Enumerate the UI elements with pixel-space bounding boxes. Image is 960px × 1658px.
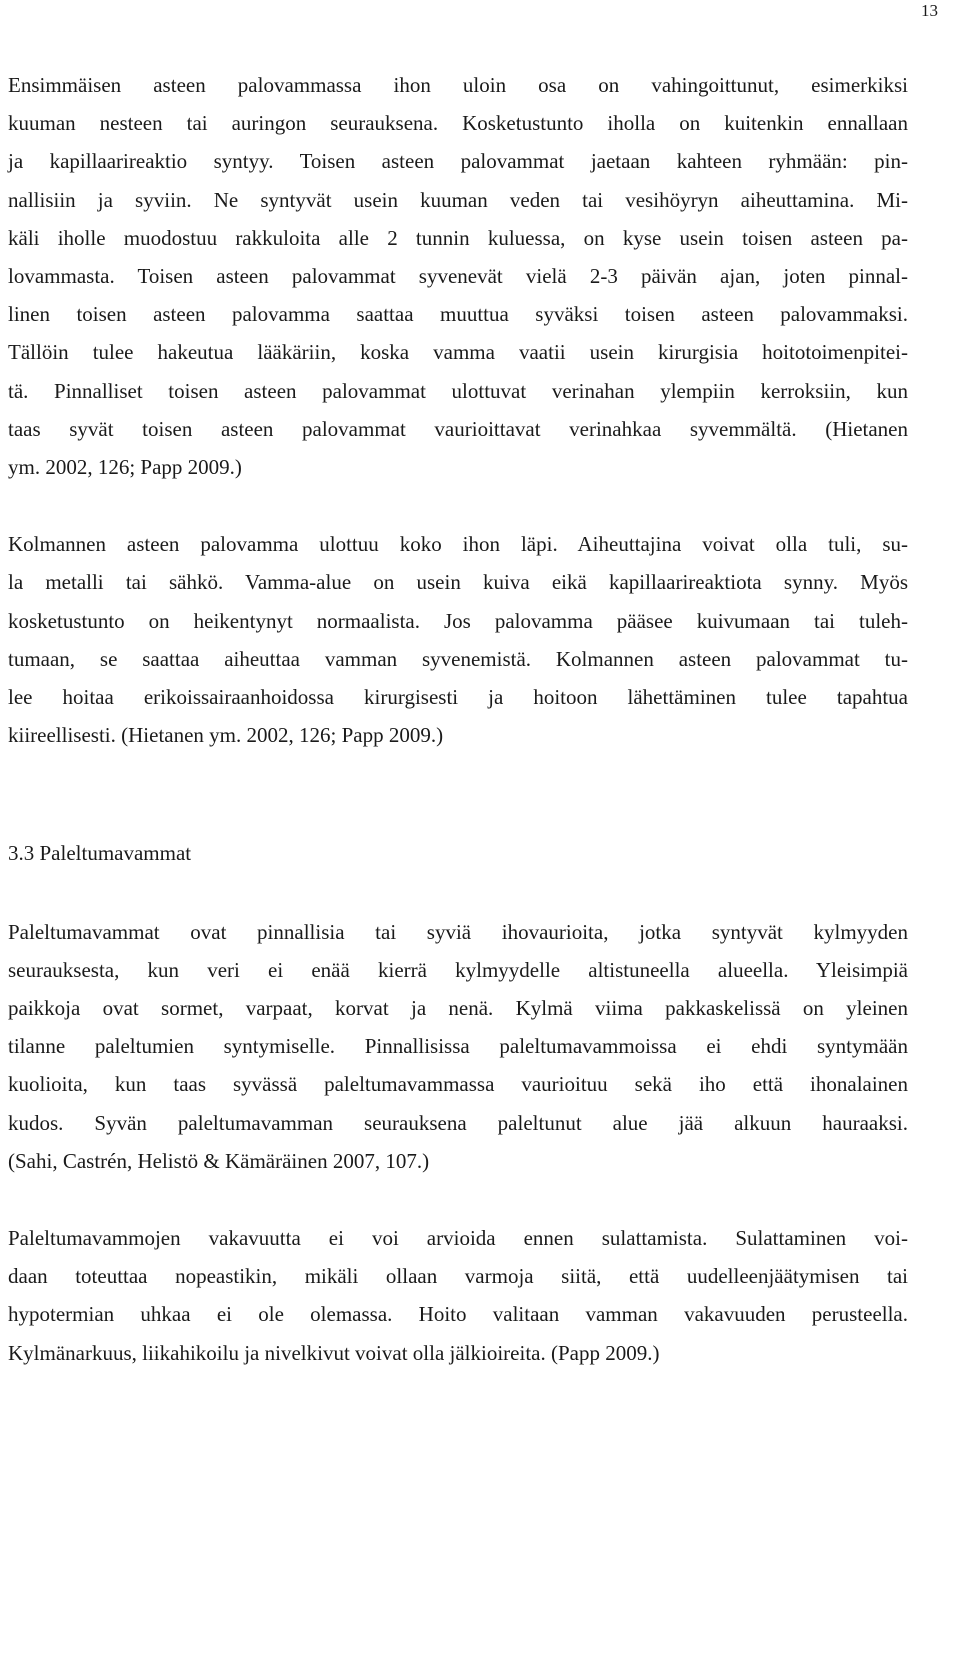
section-spacer bbox=[8, 754, 908, 834]
paragraph-spacer bbox=[8, 486, 908, 525]
text-line: daan toteuttaa nopeastikin, mikäli ollaan varmoja siitä, että uudelleenjäätymisen tai bbox=[8, 1264, 908, 1289]
text-line: seurauksesta, kun veri ei enää kierrä kylmyydelle altistuneella alueella. Yleisimpiä bbox=[8, 957, 908, 982]
text-line: Paleltumavammojen vakavuutta ei voi arvioida ennen sulattamista. Sulattaminen voi- bbox=[8, 1226, 908, 1251]
text-line: tä. Pinnalliset toisen asteen palovammat ulottuvat verinahan ylempiin kerroksiin, kun bbox=[8, 378, 908, 403]
heading-spacer bbox=[8, 873, 908, 913]
text-line: nallisiin ja syviin. Ne syntyvät usein kuuman veden tai vesihöyryn aiheuttamina. Mi- bbox=[8, 187, 908, 212]
text-line: ja kapillaarireaktio syntyy. Toisen asteen palovammat jaetaan kahteen ryhmään: pin- bbox=[8, 149, 908, 174]
text-line: tilanne paleltumien syntymiselle. Pinnallisissa paleltumavammoissa ei ehdi syntymään bbox=[8, 1034, 908, 1059]
page-number: 13 bbox=[921, 1, 938, 20]
text-line: tumaan, se saattaa aiheuttaa vamman syvenemistä. Kolmannen asteen palovammat tu- bbox=[8, 646, 908, 671]
text-line: kiireellisesti. (Hietanen ym. 2002, 126; Papp 2009.) bbox=[8, 723, 444, 748]
text-line: Tällöin tulee hakeutua lääkäriin, koska vamma vaatii usein kirurgisia hoitotoimenpitei- bbox=[8, 340, 908, 365]
text-line: lee hoitaa erikoissairaanhoidossa kirurgisesti ja hoitoon lähettäminen tulee tapahtua bbox=[8, 685, 908, 710]
text-line: linen toisen asteen palovamma saattaa muuttua syväksi toisen asteen palovammaksi. bbox=[8, 302, 908, 327]
text-line: käli iholle muodostuu rakkuloita alle 2 tunnin kuluessa, on kyse usein toisen asteen pa- bbox=[8, 225, 908, 250]
text-line: ym. 2002, 126; Papp 2009.) bbox=[8, 455, 242, 480]
text-line: Ensimmäisen asteen palovammassa ihon uloin osa on vahingoittunut, esimerkiksi bbox=[8, 73, 908, 97]
text-line: la metalli tai sähkö. Vamma-alue on usein kuiva eikä kapillaarireaktiota synny. Myös bbox=[8, 570, 908, 595]
text-line: kudos. Syvän paleltumavamman seurauksena paleltunut alue jää alkuun hauraaksi. bbox=[8, 1110, 908, 1135]
text-line: Kylmänarkuus, liikahikoilu ja nivelkivut voivat olla jälkioireita. (Papp 2009.) bbox=[8, 1340, 660, 1365]
paragraph-frostbite-treatment bbox=[8, 1219, 908, 1372]
section-heading: 3.3 Paleltumavammat bbox=[8, 841, 192, 866]
text-line: paikkoja ovat sormet, varpaat, korvat ja nenä. Kylmä viima pakkaskelissä on yleinen bbox=[8, 996, 908, 1021]
document-body bbox=[8, 66, 908, 1372]
paragraph-first-degree-burns bbox=[8, 66, 908, 486]
text-line: Kolmannen asteen palovamma ulottuu koko ihon läpi. Aiheuttajina voivat olla tuli, su- bbox=[8, 532, 908, 557]
text-line: (Sahi, Castrén, Helistö & Kämäräinen 2007, 107.) bbox=[8, 1148, 430, 1173]
text-line: taas syvät toisen asteen palovammat vaurioittavat verinahkaa syvemmältä. (Hietanen bbox=[8, 416, 908, 441]
paragraph-frostbite-intro bbox=[8, 913, 908, 1180]
text-line: kuuman nesteen tai auringon seurauksena. Kosketustunto iholla on kuitenkin ennallaan bbox=[8, 111, 908, 136]
text-line: lovammasta. Toisen asteen palovammat syvenevät vielä 2-3 päivän ajan, joten pinnal- bbox=[8, 264, 908, 289]
text-line: kuolioita, kun taas syvässä paleltumavammassa vaurioituu sekä iho että ihonalainen bbox=[8, 1072, 908, 1097]
paragraph-third-degree-burns bbox=[8, 525, 908, 754]
text-line: hypotermian uhkaa ei ole olemassa. Hoito valitaan vamman vakavuuden perusteella. bbox=[8, 1302, 908, 1327]
text-line: Paleltumavammat ovat pinnallisia tai syviä ihovaurioita, jotka syntyvät kylmyyden bbox=[8, 919, 908, 944]
paragraph-spacer bbox=[8, 1180, 908, 1219]
text-line: kosketustunto on heikentynyt normaalista. Jos palovamma pääsee kuivumaan tai tuleh- bbox=[8, 608, 908, 633]
